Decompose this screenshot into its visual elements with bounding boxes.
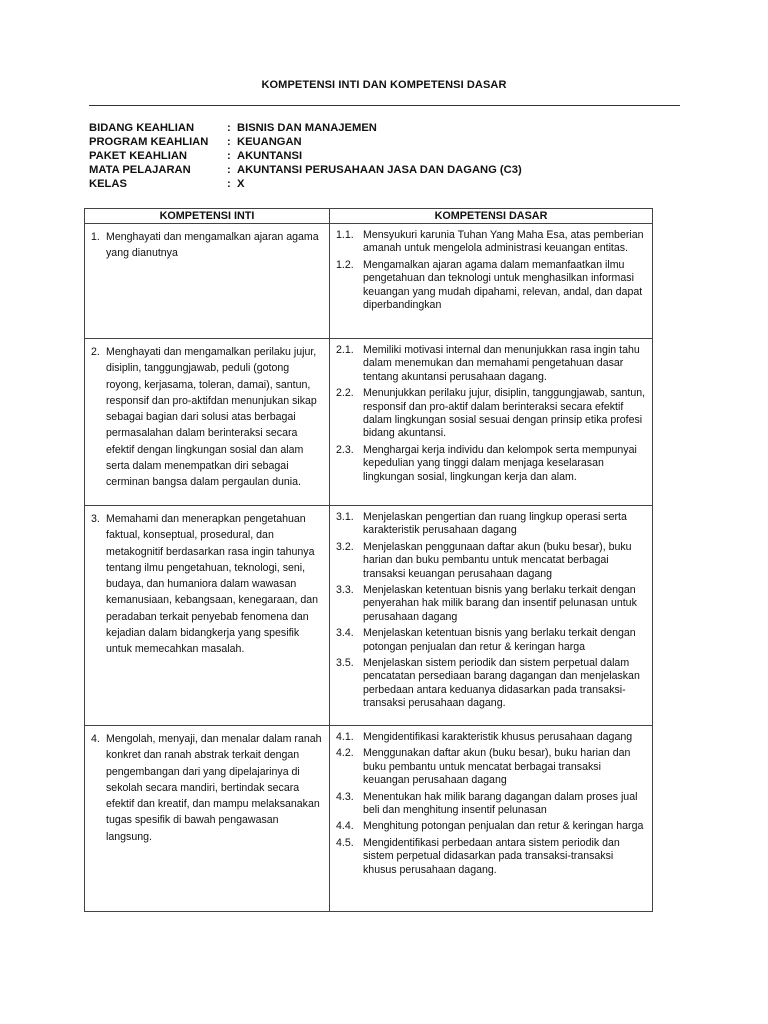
info-row-kelas: KELAS : X [89, 178, 245, 190]
kd-number: 2.1. [336, 344, 354, 356]
document-title: KOMPETENSI INTI DAN KOMPETENSI DASAR [261, 79, 507, 91]
kd-text: Menjelaskan ketentuan bisnis yang berlaku terkait dengan potongan penjualan dan retur & keringan harga [363, 627, 636, 653]
kd-number: 2.2. [336, 387, 354, 400]
kd-number: 4.1. [336, 731, 354, 743]
info-label: PROGRAM KEAHLIAN [89, 136, 209, 148]
kd-item [336, 259, 646, 313]
kd-text: Mengidentifikasi karakteristik khusus perusahaan dagang [363, 731, 633, 743]
kd-text: Menggunakan daftar akun (buku besar), buku harian dan buku pembantu untuk mencatat berbagai transaksi keuangan perusahaan dagang [363, 747, 631, 787]
info-label: PAKET KEAHLIAN [89, 150, 187, 162]
kd-item [336, 837, 646, 877]
ki-item [91, 511, 323, 658]
info-row-bidang-keahlian: BIDANG KEAHLIAN : BISNIS DAN MANAJEMEN [89, 122, 377, 134]
ki-item [91, 731, 323, 845]
title-divider [89, 105, 680, 106]
info-value: X [237, 178, 245, 190]
kd-number: 3.4. [336, 627, 354, 640]
kd-cell [330, 224, 653, 339]
kd-item [336, 747, 646, 787]
competency-table [84, 208, 653, 912]
kd-number: 1.1. [336, 229, 354, 241]
table-row [85, 224, 653, 339]
info-label: MATA PELAJARAN [89, 164, 191, 176]
kd-text: Menjelaskan pengertian dan ruang lingkup operasi serta karakteristik perusahaan dagang [363, 511, 627, 537]
info-row-program-keahlian: PROGRAM KEAHLIAN : KEUANGAN [89, 136, 302, 148]
kd-number: 3.3. [336, 584, 354, 597]
kd-text: Mengidentifikasi perbedaan antara sistem periodik dan sistem perpetual didasarkan pada transaksi-transaksi khusus perusahaan dagang. [363, 836, 620, 876]
ki-item [91, 344, 323, 491]
kd-text: Mengamalkan ajaran agama dalam memanfaatkan ilmu pengetahuan dan teknologi untuk menghasilkan informasi keuangan yang mudah dipahami, relevan, andal, dan dapat diperbandingkan [363, 258, 643, 312]
kd-item [336, 657, 646, 711]
kd-number: 2.3. [336, 443, 354, 456]
ki-number: 2. [91, 346, 100, 358]
table-row [85, 726, 653, 912]
ki-number: 3. [91, 513, 100, 525]
header-kompetensi-inti: KOMPETENSI INTI [85, 209, 330, 224]
kd-text: Menjelaskan ketentuan bisnis yang berlaku terkait dengan penyerahan hak milik barang dan insentif pelunasan untuk perusahaan dagang [363, 584, 637, 623]
info-row-mata-pelajaran: MATA PELAJARAN : AKUNTANSI PERUSAHAAN JASA DAN DAGANG (C3) [89, 164, 522, 176]
kd-text: Menjelaskan penggunaan daftar akun (buku besar), buku harian dan buku pembantu untuk mencatat berbagai transaksi keuangan perusahaan dagang [363, 540, 632, 580]
info-value: AKUNTANSI [237, 150, 303, 162]
kd-item [336, 731, 646, 744]
table-header-row [85, 209, 653, 224]
kd-text: Menjelaskan sistem periodik dan sistem perpetual dalam pencatatan persediaan barang dagangan dan menjelaskan perbedaan antara keduanya didasarkan pada transaksi-transaksi perusahaan dagang. [363, 657, 640, 710]
kd-item [336, 627, 646, 654]
ki-cell [85, 726, 330, 912]
kd-item [336, 387, 646, 441]
info-value: AKUNTANSI PERUSAHAAN JASA DAN DAGANG (C3) [237, 164, 522, 176]
kd-item [336, 444, 646, 484]
kd-text: Memiliki motivasi internal dan menunjukkan rasa ingin tahu dalam menemukan dan memahami pengetahuan dasar tentang akuntansi perusahaan dagang. [363, 344, 640, 383]
kd-number: 1.2. [336, 258, 354, 271]
kd-number: 3.5. [336, 657, 354, 670]
info-label: BIDANG KEAHLIAN [89, 122, 195, 134]
ki-number: 4. [91, 733, 100, 745]
ki-number: 1. [91, 231, 100, 243]
info-row-paket-keahlian: PAKET KEAHLIAN : AKUNTANSI [89, 150, 303, 162]
info-value: KEUANGAN [237, 136, 302, 148]
kd-number: 4.2. [336, 747, 354, 760]
table-row [85, 506, 653, 726]
kd-text: Menunjukkan perilaku jujur, disiplin, tanggungjawab, santun, responsif dan pro-aktif dalam berinteraksi secara efektif dalam lingkungan sosial sesuai dengan prinsip etika profesi bidang akuntansi. [363, 387, 646, 440]
ki-text: Menghayati dan mengamalkan perilaku jujur, disiplin, tanggungjawab, peduli (gotong royong, kerjasama, toleran, damai), santun, responsif dan pro-aktifdan menunjukan sikap sebagai bagian dari solusi atas berbagai permasalahan dalam berinteraksi secara efektif dengan lingkungan sosial dan alam serta dalam menempatkan diri sebagai cerminan bangsa dalam pergaulan dunia. [106, 346, 317, 489]
kd-number: 3.2. [336, 540, 354, 553]
kd-cell [330, 339, 653, 506]
kd-cell [330, 726, 653, 912]
info-label: KELAS [89, 178, 127, 190]
kd-text: Mensyukuri karunia Tuhan Yang Maha Esa, atas pemberian amanah untuk mengelola administrasi keuangan entitas. [363, 229, 644, 255]
ki-cell [85, 506, 330, 726]
ki-item [91, 229, 323, 262]
ki-text: Memahami dan menerapkan pengetahuan faktual, konseptual, prosedural, dan metakognitif berdasarkan rasa ingin tahunya tentang ilmu pengetahuan, teknologi, seni, budaya, dan humaniora dalam wawasan kemanusiaan, kebangsaan, kenegaraan, dan peradaban terkait penyebab fenomena dan kejadian dalam bidangkerja yang spesifik untuk memecahkan masalah. [106, 513, 319, 656]
info-value: BISNIS DAN MANAJEMEN [237, 122, 377, 134]
ki-text: Mengolah, menyaji, dan menalar dalam ranah konkret dan ranah abstrak terkait dengan pengembangan dari yang dipelajarinya di sekolah secara mandiri, bertindak secara efektif dan kreatif, dan mampu melaksanakan tugas spesifik di bawah pengawasan langsung. [106, 733, 322, 843]
header-kompetensi-dasar: KOMPETENSI DASAR [330, 209, 653, 224]
kd-text: Menghitung potongan penjualan dan retur & keringan harga [363, 820, 644, 833]
kd-cell [330, 506, 653, 726]
ki-cell [85, 339, 330, 506]
kd-text: Menghargai kerja individu dan kelompok serta mempunyai kepedulian yang tinggi dalam menjaga keselarasan lingkungan sosial, lingkungan kerja dan alam. [363, 443, 637, 483]
kd-item [336, 511, 646, 538]
table-row [85, 339, 653, 506]
kd-item [336, 541, 646, 581]
course-info [89, 121, 522, 191]
kd-number: 4.3. [336, 790, 354, 803]
kd-number: 4.4. [336, 820, 354, 833]
kd-item [336, 229, 646, 256]
kd-number: 3.1. [336, 511, 354, 523]
ki-text: Menghayati dan mengamalkan ajaran agama yang dianutnya [106, 231, 319, 260]
kd-item [336, 584, 646, 624]
kd-number: 4.5. [336, 836, 354, 849]
kd-item [336, 344, 646, 384]
kd-text: Menentukan hak milik barang dagangan dalam proses jual beli dan menghitung insentif pelunasan [363, 790, 638, 817]
kd-item [336, 791, 646, 818]
ki-cell [85, 224, 330, 339]
kd-item [336, 820, 646, 833]
